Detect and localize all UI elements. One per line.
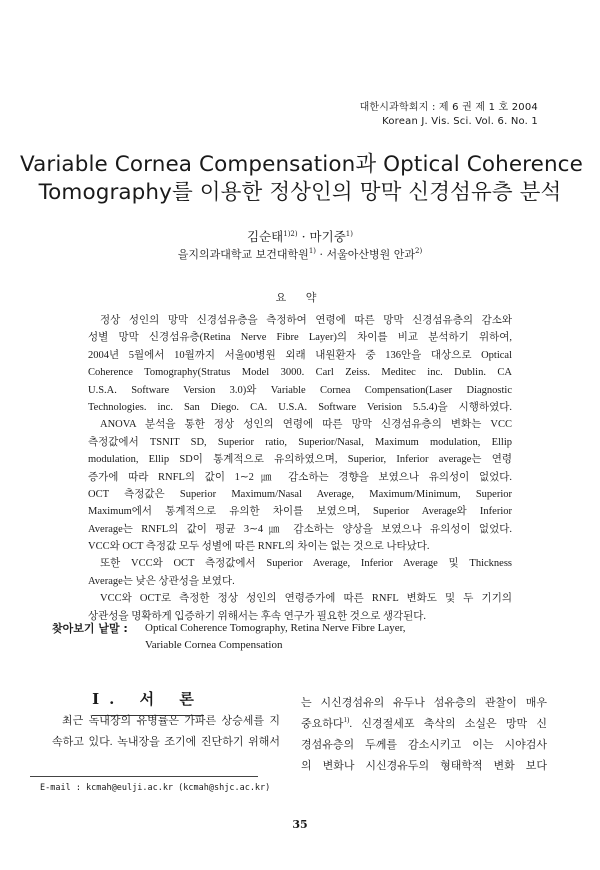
abstract-line: Maximum에서 통계적으로 유의한 차이를 보였으며, Superior Average와 Inferior [88,506,512,518]
abstract-line: Average는 낮은 상관성을 보였다. [88,575,235,587]
body-column-right [301,693,547,777]
affiliation-list [0,246,600,263]
abstract-body [88,312,512,625]
abstract-heading: 요 약 [275,291,325,304]
body-column-left [52,711,280,753]
body-text: 중요하다 [301,718,344,730]
abstract-line: 증가에 따라 RNFL의 값이 1∼2㎛ 감소하는 경향을 보였으나 유의성이 없었다. [88,471,512,483]
page-number: 35 [292,818,308,831]
body-line: 최근 녹내장의 유병률은 가파른 상승세를 지 [62,715,280,727]
abstract-line: 또한 VCC와 OCT 측정값에서 Superior Average, Inferior Average 및 Thickness [100,558,512,570]
body-line: 경섬유층의 두께를 감소시키고 이는 시야검사 [301,739,547,751]
author-affil-mark: 1) [345,230,353,238]
title-line-1: Variable Cornea Compensation과 Optical Coherence [20,152,583,177]
affiliation-separator: · [316,248,327,261]
section-heading: I. 서 론 [92,690,204,708]
body-line: 속하고 있다. 녹내장을 조기에 진단하기 위해서 [52,736,280,748]
body-text: . 신경절세포 축삭의 소실은 망막 신 [349,718,547,730]
affiliation-mark: 2) [415,247,423,255]
abstract-line: Average는 RNFL의 값이 평균 3∼4㎛ 감소하는 양상을 보였으나 유의성이 없었다. [88,523,512,535]
footnote-email: E-mail : kcmah@eulji.ac.kr (kcmah@shjc.ac.kr) [40,783,271,793]
journal-header [360,101,538,129]
abstract-line: OCT 측정값은 Superior Maximum/Nasal Average, Maximum/Minimum, Superior [88,488,512,500]
abstract-line: VCC와 OCT 측정값 모두 성별에 따른 RNFL의 차이는 없는 것으로 나타났다. [88,541,430,553]
abstract-line: Technologies. inc. San Diego. CA. U.S.A. Software Verision 5.5.4)을 시행하였다. [88,401,512,413]
body-line [301,714,547,735]
affiliation: 을지의과대학교 보건대학원 [177,248,309,261]
author-affil-mark: 1)2) [283,230,298,238]
author-list [0,227,600,246]
abstract-line: Coherence Tomography(Stratus Model 3000. Carl Zeiss. Meditec inc. Dublin. CA [88,367,512,379]
affiliation: 서울아산병원 안과 [326,248,416,261]
abstract-line: 측정값에서 TSNIT SD, Superior ratio, Superior/Nasal, Maximum modulation, Ellip [88,436,512,448]
keywords-line-2: Variable Cornea Compensation [145,639,283,651]
body-line: 는 시신경섬유의 유두나 섬유층의 관찰이 매우 [301,697,547,709]
citation-mark: 1) [343,716,350,724]
abstract-line: ANOVA 분석을 통한 정상 성인의 연령에 따른 망막 신경섬유층의 변화는 VCC [100,419,512,431]
abstract-line: U.S.A. Software Version 3.0)와 Variable Cornea Compensation(Laser Diagnostic [88,384,512,396]
author-name: 마기중 [309,229,346,244]
author-separator: · [297,229,310,244]
abstract-line: 2004년 5월에서 10월까지 서울00병원 외래 내원환자 중 136안을 대상으로 Optical [88,349,512,361]
paper-title [20,151,583,207]
keywords-list [145,620,406,654]
title-line-2: Tomography를 이용한 정상인의 망막 신경섬유층 분석 [38,180,562,205]
abstract-line: VCC와 OCT로 측정한 정상 성인의 연령증가에 따른 RNFL 변화도 및 두 기기의 [100,593,512,605]
journal-english: Korean J. Vis. Sci. Vol. 6. No. 1 [382,116,538,127]
keywords-label: 찾아보기 낱말 : [52,622,128,635]
body-line: 의 변화나 시신경유두의 형태학적 변화 보다 [301,760,547,772]
affiliation-mark: 1) [308,247,316,255]
author-name: 김순태 [247,229,284,244]
journal-korean: 대한시과학회지 : 제 6 권 제 1 호 2004 [359,102,538,113]
abstract-line: modulation, Ellip SD이 통계적으로 유의하였으며, Superior, Inferior average는 연령 [88,454,512,466]
keywords-line-1: Optical Coherence Tomography, Retina Nerve Fibre Layer, [145,622,406,634]
footnote-rule [30,776,258,777]
abstract-line: 정상 성인의 망막 신경섬유층을 측정하여 연령에 따른 망막 신경섬유층의 감소와 [100,315,512,326]
abstract-line: 성별 망막 신경섬유층(Retina Nerve Fibre Layer)의 차이를 비교 분석하기 위하여, [88,332,512,344]
abstract-line: 상관성을 명확하게 입증하기 위해서는 후속 연구가 필요한 것으로 생각된다. [88,610,427,622]
